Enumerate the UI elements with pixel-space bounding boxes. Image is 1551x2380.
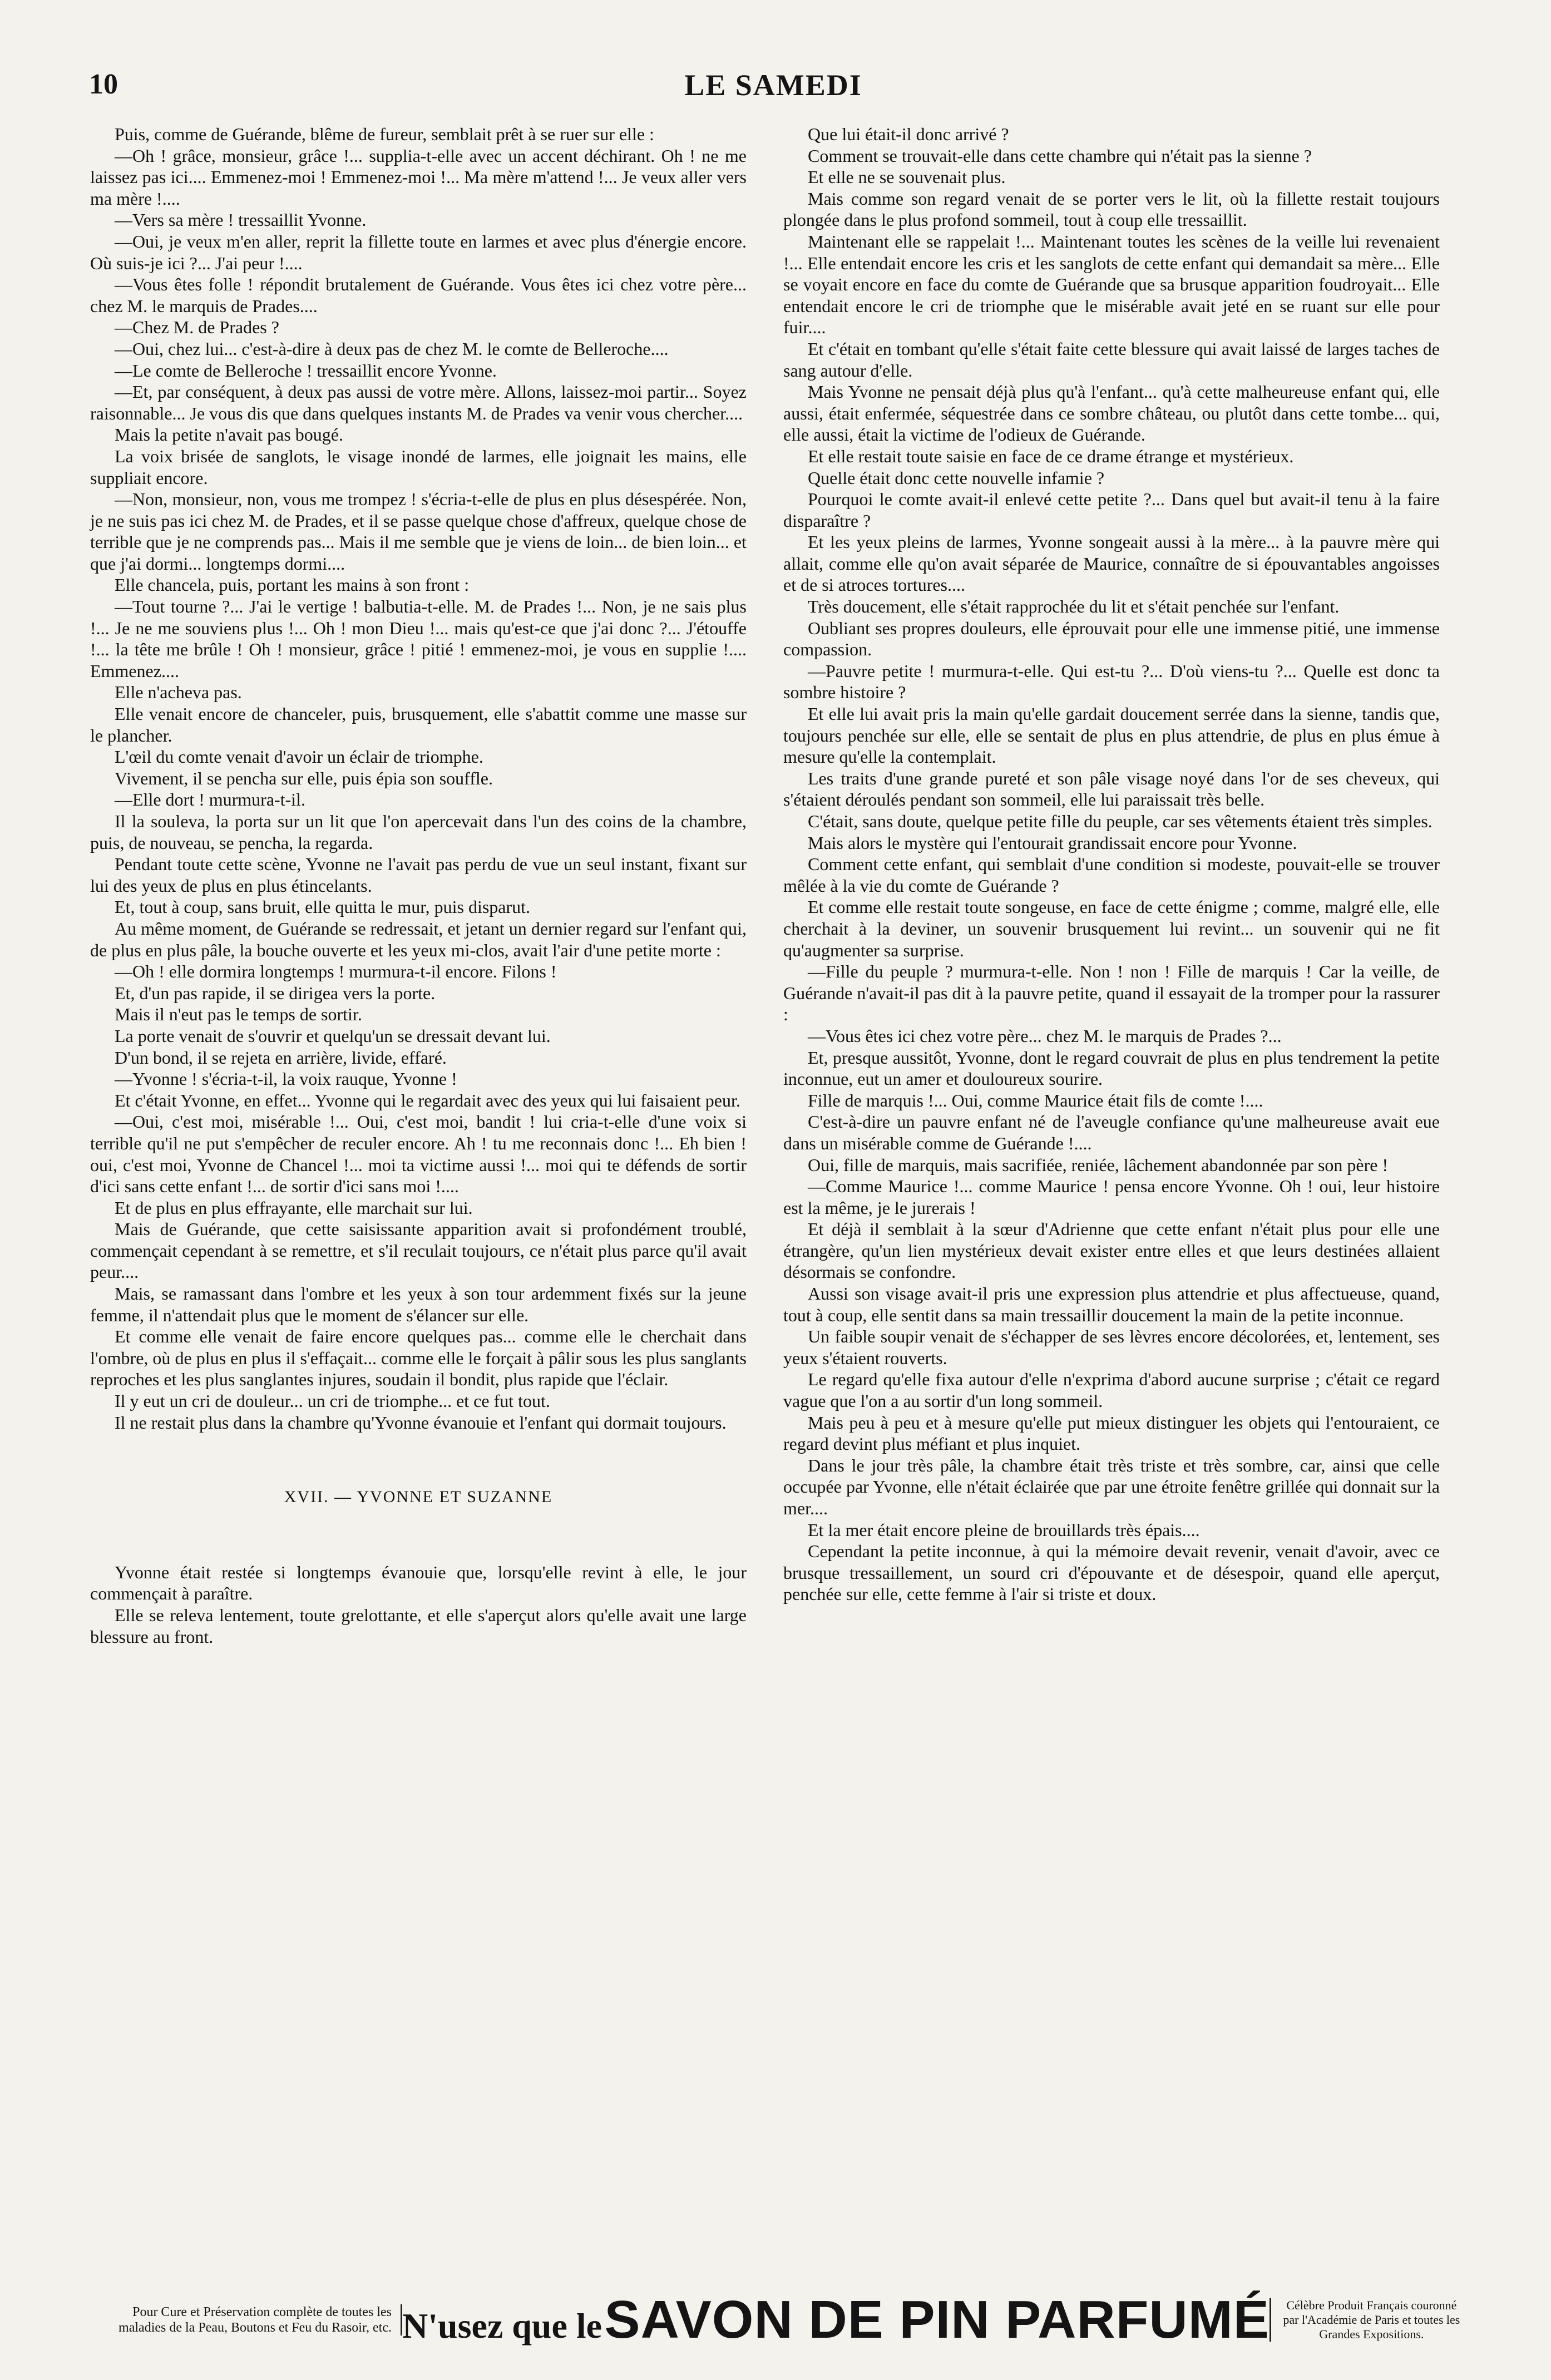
paragraph: —Vous êtes folle ! répondit brutalement de Guérande. Vous êtes ici chez votre père... chez M. le marquis de Prades.... (90, 274, 747, 316)
ad-brand: SAVON DE PIN PARFUMÉ (604, 2290, 1270, 2349)
paragraph: Comment cette enfant, qui semblait d'une condition si modeste, pouvait-elle se trouver mêlée à la vie du comte de Guérande ? (783, 854, 1440, 896)
paragraph: Et c'était Yvonne, en effet... Yvonne qui le regardait avec des yeux qui lui faisaient peur. (115, 1090, 740, 1110)
page-number: 10 (89, 68, 118, 100)
paragraph: Et les yeux pleins de larmes, Yvonne songeait aussi à la mère... à la pauvre mère qui allait, comme elle qu'on avait séparée de Maurice, connaître de si épouvantables angoisses et de si atroces tortures.... (783, 532, 1440, 595)
right-paragraphs (783, 124, 1440, 1605)
paragraph: Yvonne était restée si longtemps évanouie que, lorsqu'elle revint à elle, le jour commençait à paraître. (90, 1562, 747, 1604)
paragraph: —Yvonne ! s'écria-t-il, la voix rauque, Yvonne ! (115, 1069, 457, 1089)
paragraph: —Non, monsieur, non, vous me trompez ! s'écria-t-elle de plus en plus désespérée. Non, je ne suis pas ici chez M. de Prades, et il se passe quelque chose d'affreux, quelque chose de terrible que je ne comprends pas... Mais il me semble que je viens de loin... de bien loin... et que j'ai dormi... longtemps dormi.... (90, 489, 747, 574)
paragraph: Dans le jour très pâle, la chambre était très triste et très sombre, car, ainsi que celle occupée par Yvonne, elle n'était éclairée que par une étroite fenêtre grillée qui donnait sur la mer.... (783, 1455, 1440, 1518)
paragraph: C'est-à-dire un pauvre enfant né de l'aveugle confiance qu'une malheureuse avait eue dans un misérable comme de Guérande !.... (783, 1112, 1440, 1153)
paragraph: Elle chancela, puis, portant les mains à son front : (115, 575, 470, 595)
paragraph: Oubliant ses propres douleurs, elle éprouvait pour elle une immense pitié, une immense compassion. (783, 618, 1440, 660)
paragraph: Et la mer était encore pleine de brouillards très épais.... (808, 1519, 1200, 1540)
paragraph: Et, d'un pas rapide, il se dirigea vers la porte. (115, 982, 436, 1003)
paragraph: Au même moment, de Guérande se redressait, et jetant un dernier regard sur l'enfant qui, de plus en plus pâle, la bouche ouverte et les yeux mi-clos, avait l'air d'une petite morte : (90, 918, 747, 960)
ad-prefix: N'usez que le (402, 2306, 602, 2346)
ad-headline (402, 2289, 1270, 2351)
paragraph: Mais alors le mystère qui l'entourait grandissait encore pour Yvonne. (808, 832, 1297, 853)
paragraph: Mais il n'eut pas le temps de sortir. (115, 1004, 362, 1025)
publication-title: LE SAMEDI (684, 68, 862, 102)
ad-right-text: Célèbre Produit Français couronné par l'Académie de Paris et toutes les Grandes Expositions. (1270, 2298, 1463, 2342)
ad-left-text: Pour Cure et Préservation complète de toutes les maladies de la Peau, Boutons et Feu du Rasoir, etc. (89, 2304, 402, 2335)
paragraph: —Oui, c'est moi, misérable !... Oui, c'est moi, bandit ! lui cria-t-elle d'une voix si terrible qu'il ne put s'empêcher de reculer encore. Ah ! tu me reconnais donc !... Eh bien ! oui, c'est moi, Yvonne de Chancel !... moi ta victime aussi !... moi qui te défends de sortir d'ici sans cette enfant !... de sortir d'ici sans moi !.... (90, 1112, 747, 1197)
paragraph: Mais de Guérande, que cette saisissante apparition avait si profondément troublé, commençait cependant à se remettre, et s'il reculait toujours, ce n'était plus parce qu'il avait peur.... (90, 1219, 747, 1282)
paragraph: Et elle restait toute saisie en face de ce drame étrange et mystérieux. (808, 446, 1294, 466)
paragraph: —Vous êtes ici chez votre père... chez M. le marquis de Prades ?... (808, 1025, 1282, 1046)
paragraph: La porte venait de s'ouvrir et quelqu'un se dressait devant lui. (115, 1025, 551, 1046)
paragraph: Pendant toute cette scène, Yvonne ne l'avait pas perdu de vue un seul instant, fixant sur lui des yeux de plus en plus étincelants. (90, 854, 747, 896)
paragraph: —Le comte de Belleroche ! tressaillit encore Yvonne. (115, 360, 497, 381)
paragraph: Il y eut un cri de douleur... un cri de triomphe... et ce fut tout. (115, 1391, 550, 1411)
paragraph: Et de plus en plus effrayante, elle marchait sur lui. (115, 1197, 473, 1218)
paragraph: Elle se releva lentement, toute grelottante, et elle s'aperçut alors qu'elle avait une large blessure au front. (90, 1605, 747, 1647)
paragraph: —Fille du peuple ? murmura-t-elle. Non ! non ! Fille de marquis ! Car la veille, de Guérande n'avait-il pas dit à la pauvre petite, quand il essayait de la tromper pour la rassurer : (783, 961, 1440, 1025)
paragraph: Les traits d'une grande pureté et son pâle visage noyé dans l'or de ses cheveux, qui s'étaient déroulés pendant son sommeil, elle lui paraissait très belle. (783, 768, 1440, 810)
paragraph: —Oh ! grâce, monsieur, grâce !... supplia-t-elle avec un accent déchirant. Oh ! ne me laissez pas ici.... Emmenez-moi ! Emmenez-moi !... Ma mère m'attend !... Je veux aller vers ma mère !.... (90, 145, 747, 209)
paragraph: Et, presque aussitôt, Yvonne, dont le regard couvrait de plus en plus tendrement la petite inconnue, eut un amer et douloureux sourire. (783, 1047, 1440, 1089)
paragraph: Et comme elle venait de faire encore quelques pas... comme elle le cherchait dans l'ombre, où de plus en plus il s'effaçait... comme elle le forçait à pâlir sous les plus sanglants reproches et les plus sanglantes injures, soudain il bondit, plus rapide que l'éclair. (90, 1326, 747, 1390)
paragraph: L'œil du comte venait d'avoir un éclair de triomphe. (115, 747, 483, 767)
paragraph: —Comme Maurice !... comme Maurice ! pensa encore Yvonne. Oh ! oui, leur histoire est la même, je le jurerais ! (783, 1176, 1440, 1218)
advertisement (89, 2287, 1463, 2353)
paragraph: —Et, par conséquent, à deux pas aussi de votre mère. Allons, laissez-moi partir... Soyez raisonnable... Je vous dis que dans quelques instants M. de Prades va venir vous chercher.... (90, 382, 747, 423)
paragraph: —Oui, je veux m'en aller, reprit la fillette toute en larmes et avec plus d'énergie encore. Où suis-je ici ?... J'ai peur !.... (90, 231, 747, 273)
paragraph: Que lui était-il donc arrivé ? (808, 124, 1009, 144)
paragraph: Mais, se ramassant dans l'ombre et les yeux à son tour ardemment fixés sur la jeune femme, il n'attendait plus que le moment de s'élancer sur elle. (90, 1283, 747, 1325)
paragraph: Elle n'acheva pas. (115, 682, 242, 703)
paragraph: Vivement, il se pencha sur elle, puis épia son souffle. (115, 768, 493, 788)
paragraph: Il ne restait plus dans la chambre qu'Yvonne évanouie et l'enfant qui dormait toujours. (115, 1412, 727, 1433)
paragraph: Il la souleva, la porta sur un lit que l'on apercevait dans l'un des coins de la chambre, puis, de nouveau, se pencha, la regarda. (90, 811, 747, 853)
paragraph: Mais peu à peu et à mesure qu'elle put mieux distinguer les objets qui l'entouraient, ce regard devint plus méfiant et plus inquiet. (783, 1412, 1440, 1454)
paragraph: Mais comme son regard venait de se porter vers le lit, où la fillette restait toujours plongée dans le plus profond sommeil, tout à coup elle tressaillit. (783, 188, 1440, 230)
right-column (783, 124, 1440, 2260)
paragraph: Très doucement, elle s'était rapprochée du lit et s'était penchée sur l'enfant. (808, 596, 1340, 617)
paragraph: Mais la petite n'avait pas bougé. (115, 424, 343, 445)
paragraph: Et c'était en tombant qu'elle s'était faite cette blessure qui avait laissé de larges taches de sang autour d'elle. (783, 338, 1440, 381)
paragraph: Quelle était donc cette nouvelle infamie ? (808, 467, 1105, 488)
paragraph: D'un bond, il se rejeta en arrière, livide, effaré. (115, 1047, 447, 1068)
paragraph: Le regard qu'elle fixa autour d'elle n'exprima d'abord aucune surprise ; c'était ce regard vague que l'on a au sortir d'un long sommeil. (783, 1369, 1440, 1411)
paragraph: —Chez M. de Prades ? (115, 317, 279, 338)
paragraph: Mais Yvonne ne pensait déjà plus qu'à l'enfant... qu'à cette malheureuse enfant qui, elle aussi, était enfermée, séquestrée dans ce sombre château, ou plutôt dans cette tombe... qui, elle aussi, était la victime de l'odieux de Guérande. (783, 382, 1440, 445)
paragraph: Et elle ne se souvenait plus. (808, 167, 1006, 187)
paragraph: —Tout tourne ?... J'ai le vertige ! balbutia-t-elle. M. de Prades !... Non, je ne sais plus !... Je ne me souviens plus !... Oh ! mon Dieu !... mais qu'est-ce que j'ai donc ?... J'étouffe !... la tête me brûle ! Oh ! monsieur, grâce ! pitié ! emmenez-moi, je vous en supplie !.... Emmenez.... (90, 596, 747, 681)
paragraph: La voix brisée de sanglots, le visage inondé de larmes, elle joignait les mains, elle suppliait encore. (90, 446, 747, 488)
paragraph: Un faible soupir venait de s'échapper de ses lèvres encore décolorées, et, lentement, ses yeux s'étaient rouverts. (783, 1326, 1440, 1368)
paragraph: —Pauvre petite ! murmura-t-elle. Qui est-tu ?... D'où viens-tu ?... Quelle est donc ta sombre histoire ? (783, 660, 1440, 703)
paragraph: Et, tout à coup, sans bruit, elle quitta le mur, puis disparut. (115, 897, 531, 917)
paragraph: Comment se trouvait-elle dans cette chambre qui n'était pas la sienne ? (808, 145, 1312, 166)
page-header (89, 68, 1458, 118)
paragraph: —Elle dort ! murmura-t-il. (115, 789, 306, 810)
paragraph: Et déjà il semblait à la sœur d'Adrienne que cette enfant n'était plus pour elle une étrangère, qu'un lien mystérieux devait exister entre elles et que leurs destinées allaient désormais se confondre. (783, 1219, 1440, 1282)
paragraph: Puis, comme de Guérande, blême de fureur, semblait prêt à se ruer sur elle : (115, 124, 654, 144)
paragraph: Fille de marquis !... Oui, comme Maurice était fils de comte !.... (808, 1090, 1263, 1110)
chapter-title: XVII. — YVONNE ET SUZANNE (284, 1488, 553, 1507)
paragraph: —Vers sa mère ! tressaillit Yvonne. (115, 210, 367, 230)
left-paragraphs-after-chapter (90, 1562, 747, 1647)
paragraph: Maintenant elle se rappelait !... Maintenant toutes les scènes de la veille lui revenaient !... Elle entendait encore les cris et les sanglots de cette enfant qui demandait sa mère... Elle se voyait encore en face du comte de Guérande que sa brusque apparition foudroyait... Elle entendait encore le cri de triomphe que le misérable avait jeté en se ruant sur elle pour fuir.... (783, 231, 1440, 338)
paragraph: Aussi son visage avait-il pris une expression plus attendrie et plus affectueuse, quand, tout à coup, elle sentit dans sa main tressaillir doucement la main de la petite inconnue. (783, 1283, 1440, 1325)
paragraph: Et elle lui avait pris la main qu'elle gardait doucement serrée dans la sienne, tandis que, toujours penchée sur elle, elle se sentait de plus en plus attendrie, de plus en plus émue à mesure qu'elle la contemplait. (783, 704, 1440, 767)
left-column (90, 124, 747, 2271)
paragraph: Pourquoi le comte avait-il enlevé cette petite ?... Dans quel but avait-il tenu à la faire disparaître ? (783, 489, 1440, 531)
paragraph: Et comme elle restait toute songeuse, en face de cette énigme ; comme, malgré elle, elle cherchait à la deviner, un souvenir brusquement lui revint... un souvenir qui ne fit qu'augmenter sa surprise. (783, 897, 1440, 960)
left-paragraphs (90, 124, 747, 1433)
paragraph: —Oh ! elle dormira longtemps ! murmura-t-il encore. Filons ! (115, 961, 557, 982)
paragraph: Oui, fille de marquis, mais sacrifiée, reniée, lâchement abandonnée par son père ! (808, 1154, 1389, 1175)
paragraph: —Oui, chez lui... c'est-à-dire à deux pas de chez M. le comte de Belleroche.... (115, 338, 669, 359)
paragraph: C'était, sans doute, quelque petite fille du peuple, car ses vêtements étaient très simples. (808, 811, 1433, 831)
paragraph: Elle venait encore de chanceler, puis, brusquement, elle s'abattit comme une masse sur le plancher. (90, 704, 747, 745)
paragraph: Cependant la petite inconnue, à qui la mémoire devait revenir, venait d'avoir, avec ce brusque tressaillement, un sourd cri d'épouvante et de désespoir, quand elle aperçut, penchée sur elle, cette femme à l'air si triste et doux. (783, 1541, 1440, 1604)
